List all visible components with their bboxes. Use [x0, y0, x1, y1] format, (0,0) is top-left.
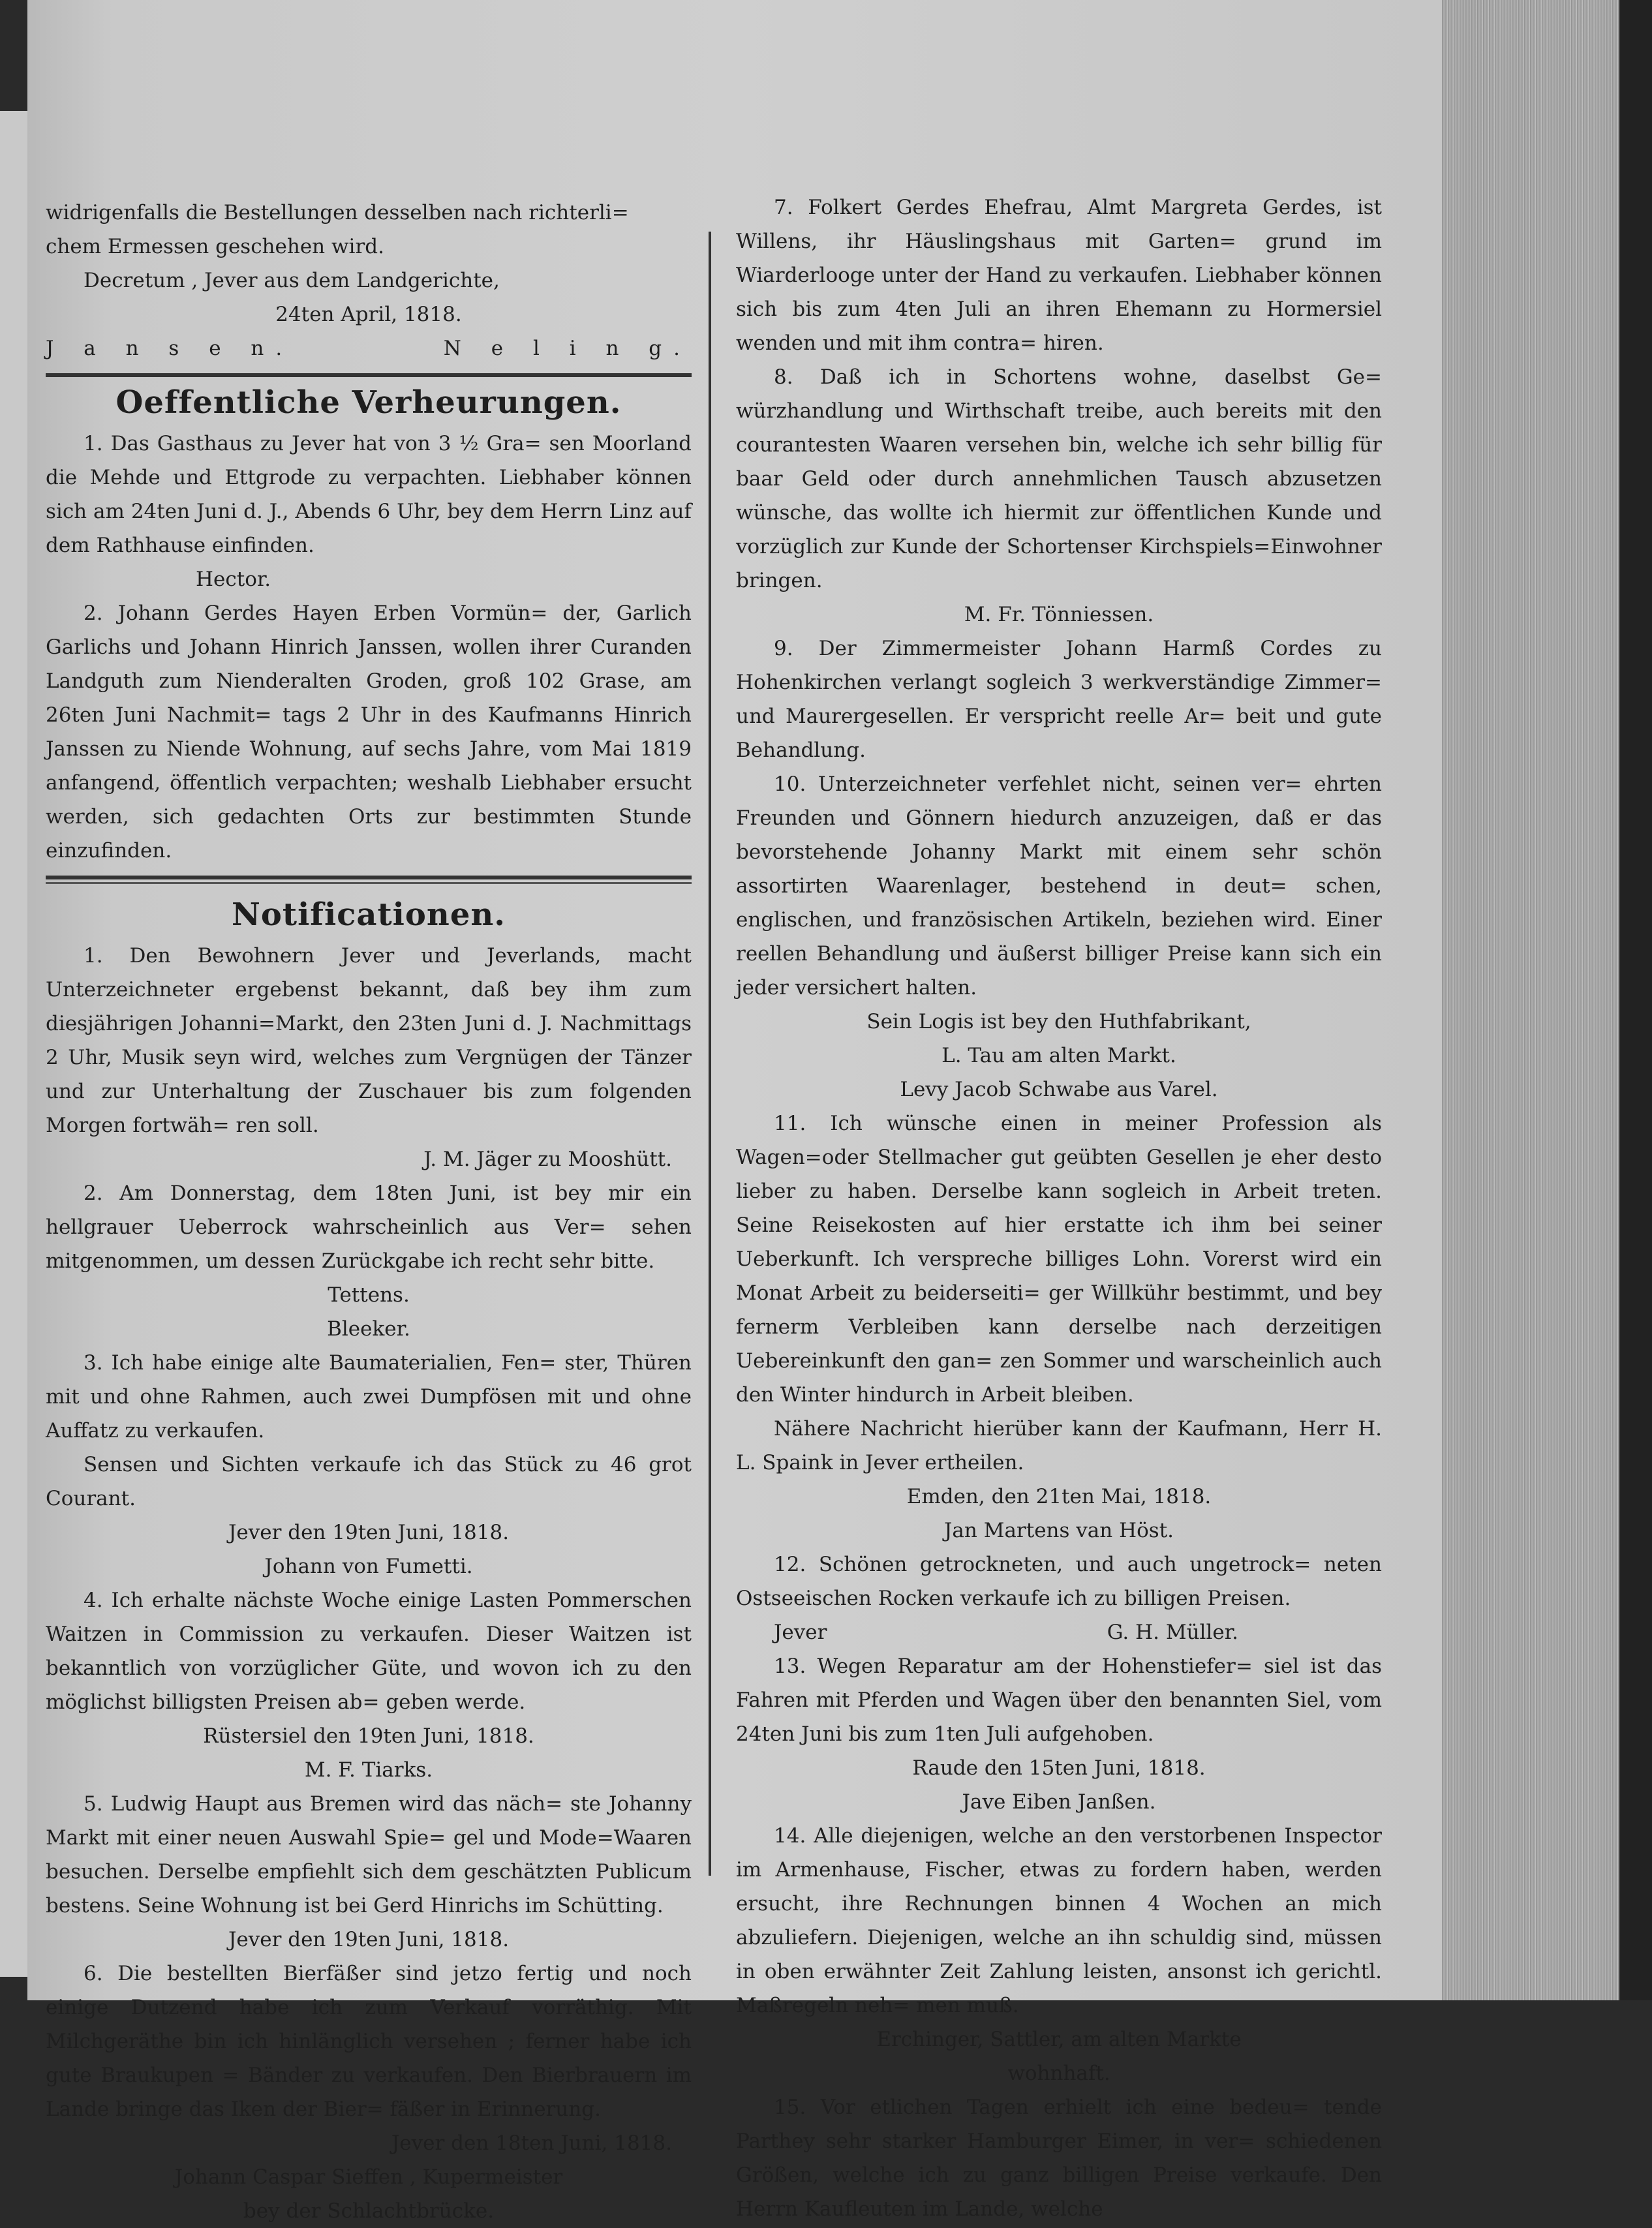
section-rule-thin: [46, 882, 692, 884]
notification-2-place: Tettens.: [328, 1283, 410, 1307]
notification-8: 8. Daß ich in Schortens wohne, daselbst Ge= würzhandlung und Wirthschaft treibe, auch bereits mit den courantesten Waaren versehen bin, welche ich sehr billig für baar Geld oder durch annehmlichen Tausch abzusetzen wünsche, das wollte ich hiermit zur öffentlichen Kunde und vorzüglich zur Kunde der Schortenser Kirchspiels=Einwohner bringen.: [736, 365, 1382, 592]
notification-1: 1. Den Bewohnern Jever und Jeverlands, macht Unterzeichneter ergebenst bekannt, daß bey ihm zum diesjährigen Johanni=Markt, den 23ten Juni d. J. Nachmittags 2 Uhr, Musik seyn wird, welches zum Vergnügen der Tänzer und zur Unterhaltung der Zuschauer bis zum folgenden Morgen fortwäh= ren soll.: [46, 944, 692, 1137]
section-title-verheurungen: Oeffentliche Verheurungen.: [115, 384, 622, 421]
notification-12-sign: G. H. Müller.: [1107, 1621, 1238, 1644]
notification-3-date: Jever den 19ten Juni, 1818.: [228, 1521, 510, 1544]
previous-page-edge: [0, 111, 29, 1977]
notification-3b: Sensen und Sichten verkaufe ich das Stück zu 46 grot Courant.: [46, 1453, 692, 1510]
notification-13: 13. Wegen Reparatur am der Hohenstiefer= siel ist das Fahren mit Pferden und Wagen über den benannten Siel, vom 24ten Juni bis zum 1ten Juli aufgehoben.: [736, 1655, 1382, 1746]
section-rule: [46, 373, 692, 377]
notification-14: 14. Alle diejenigen, welche an den verstorbenen Inspector im Armenhause, Fischer, etwas zu fordern haben, werden ersucht, ihre Rechnungen binnen 4 Wochen an mich abzuliefern. Diejenigen, welche an ihn schuldig sind, müssen in oben erwähnter Zeit Zahlung leisten, ansonst ich gerichtl. Maßregeln neh= men muß.: [736, 1824, 1382, 2017]
notification-10-logis: Sein Logis ist bey den Huthfabrikant,: [866, 1010, 1251, 1033]
notification-4: 4. Ich erhalte nächste Woche einige Lasten Pommerschen Waitzen in Commission zu verkaufen. Dieser Waitzen ist bekanntlich von vorzüglicher Güte, und wovon ich zu den möglichst billigsten Preisen ab= geben werde.: [46, 1589, 692, 1714]
intro-line-2: chem Ermessen geschehen wird.: [46, 235, 384, 258]
notification-3-sign: Johann von Fumetti.: [264, 1555, 473, 1578]
notification-10: 10. Unterzeichneter verfehlet nicht, seinen ver= ehrten Freunden und Gönnern hiedurch anzuzeigen, daß er das bevorstehende Johanny Markt mit einem sehr schön assortirten Waarenlager, bestehend in deut= schen, englischen, und französischen Artikeln, beziehen wird. Einer reellen Behandlung und äußerst billiger Preise kann sich ein jeder versichert halten.: [736, 772, 1382, 1000]
intro-line-1: widrigenfalls die Bestellungen desselben nach richterli=: [46, 201, 629, 224]
notification-13-date: Raude den 15ten Juni, 1818.: [912, 1756, 1206, 1780]
notification-4-date: Rüstersiel den 19ten Juni, 1818.: [203, 1724, 534, 1748]
notification-3: 3. Ich habe einige alte Baumaterialien, Fen= ster, Thüren mit und ohne Rahmen, auch zwei Dumpfösen mit und ohne Auffatz zu verkaufen.: [46, 1351, 692, 1442]
notification-6: 6. Die bestellten Bierfäßer sind jetzo fertig und noch einige Dutzend habe ich zum Verkauf vorräthig. Mit Milchgeräthe bin ich hinlänglich versehen ; ferner habe ich gute Braukupen = Bänder zu verkaufen. Den Bierbrauern im Lande bringe das Iken der Bier= fäßer in Erinnerung.: [46, 1962, 692, 2121]
notification-6-date: Jever den 18ten Juni, 1818.: [391, 2131, 672, 2155]
verheurung-1: 1. Das Gasthaus zu Jever hat von 3 ½ Gra= sen Moorland die Mehde und Ettgrode zu verpachten. Liebhaber können sich am 24ten Juni d. J., Abends 6 Uhr, bey dem Herrn Linz auf dem Rathhause einfinden.: [46, 432, 692, 557]
section-title-notificationen: Notificationen.: [232, 896, 506, 933]
decree-signatures: [46, 331, 692, 365]
notification-5: 5. Ludwig Haupt aus Bremen wird das näch= ste Johanny Markt mit einer neuen Auswahl Spie= gel und Mode=Waaren besuchen. Derselbe empfiehlt sich dem geschätzten Publicum bestens. Seine Wohnung ist bei Gerd Hinrichs im Schütting.: [46, 1792, 692, 1917]
notification-14-sign-2: wohnhaft.: [1007, 2062, 1110, 2085]
notification-11b: Nähere Nachricht hierüber kann der Kaufmann, Herr H. L. Spaink in Jever ertheilen.: [736, 1417, 1382, 1474]
section-rule: [46, 876, 692, 879]
notification-4-sign: M. F. Tiarks.: [304, 1758, 433, 1782]
column-divider: [709, 232, 711, 1876]
notification-6-sign-2: bey der Schlachtbrücke.: [243, 2199, 495, 2223]
notification-8-sign: M. Fr. Tönniessen.: [964, 603, 1154, 626]
notification-14-sign-1: Erchinger, Sattler, am alten Markte: [876, 2028, 1242, 2051]
right-column: [736, 191, 1382, 2226]
signature-jansen: J a n s e n.: [46, 337, 294, 360]
notification-15: 15. Vor etlichen Tagen erhielt ich eine bedeu= tende Parthey sehr starker Hamburger Eimer, in ver= schiedenen Größen, welche ich zu ganz billigen Preise verkaufe. Den Herrn Kaufleuten im Lande, welche: [736, 2096, 1382, 2221]
notification-11-sign: Jan Martens van Höst.: [943, 1519, 1174, 1542]
left-column: [46, 196, 692, 2228]
verheurung-2: 2. Johann Gerdes Hayen Erben Vormün= der, Garlich Garlichs und Johann Hinrich Janssen, wollen ihrer Curanden Landguth zum Nienderalten Groden, groß 102 Grase, am 26ten Juni Nachmit= tags 2 Uhr in des Kaufmanns Hinrich Janssen zu Niende Wohnung, auf sechs Jahre, vom Mai 1819 anfangend, öffentlich verpachten; weshalb Liebhaber ersucht werden, sich gedachten Orts zur bestimmten Stunde einzufinden.: [46, 602, 692, 862]
notification-1-sign: J. M. Jäger zu Mooshütt.: [423, 1148, 672, 1171]
notification-12-signature-row: [736, 1615, 1382, 1649]
notification-5-date: Jever den 19ten Juni, 1818.: [228, 1928, 510, 1951]
notification-11: 11. Ich wünsche einen in meiner Profession als Wagen=oder Stellmacher gut geübten Gesellen je eher desto lieber zu haben. Derselbe kann sogleich in Arbeit treten. Seine Reisekosten auf hier erstatte ich ihm bei seiner Ueberkunft. Ich verspreche billiges Lohn. Vorerst wird ein Monat Arbeit zu beiderseiti= ger Willkühr bestimmt, und bey fernerm Verbleiben kann derselbe nach derzeitigen Uebereinkunft den gan= zen Sommer und warscheinlich auch den Winter hindurch in Arbeit bleiben.: [736, 1112, 1382, 1407]
notification-12: 12. Schönen getrockneten, und auch ungetrock= neten Ostseeischen Rocken verkaufe ich zu billigen Preisen.: [736, 1553, 1382, 1610]
notification-13-sign: Jave Eiben Janßen.: [962, 1790, 1156, 1814]
notification-2: 2. Am Donnerstag, dem 18ten Juni, ist bey mir ein hellgrauer Ueberrock wahrscheinlich aus Ver= sehen mitgenommen, um dessen Zurückgabe ich recht sehr bitte.: [46, 1182, 692, 1273]
notification-10-logis-2: L. Tau am alten Markt.: [941, 1044, 1176, 1067]
decree-line: Decretum , Jever aus dem Landgerichte,: [84, 269, 500, 292]
notification-10-sign: Levy Jacob Schwabe aus Varel.: [900, 1078, 1218, 1101]
verheurung-1-sign: Hector.: [196, 568, 271, 591]
notification-2-sign: Bleeker.: [327, 1317, 410, 1341]
book-page-edges: [1442, 0, 1652, 2000]
notification-12-place: Jever: [774, 1621, 827, 1644]
signature-neling: N e l i n g.: [443, 337, 692, 360]
notification-9: 9. Der Zimmermeister Johann Harmß Cordes zu Hohenkirchen verlangt sogleich 3 werkverständige Zimmer= und Maurergesellen. Er verspricht reelle Ar= beit und gute Behandlung.: [736, 637, 1382, 762]
notification-6-sign-1: Johann Caspar Sieffen , Kupermeister: [174, 2165, 563, 2189]
decree-date: 24ten April, 1818.: [275, 303, 462, 326]
notification-11-date: Emden, den 21ten Mai, 1818.: [906, 1485, 1212, 1508]
notification-7: 7. Folkert Gerdes Ehefrau, Almt Margreta Gerdes, ist Willens, ihr Häuslingshaus mit Garten= grund im Wiarderlooge unter der Hand zu verkaufen. Liebhaber können sich bis zum 4ten Juli an ihren Ehemann zu Hormersiel wenden und mit ihm contra= hiren.: [736, 196, 1382, 355]
